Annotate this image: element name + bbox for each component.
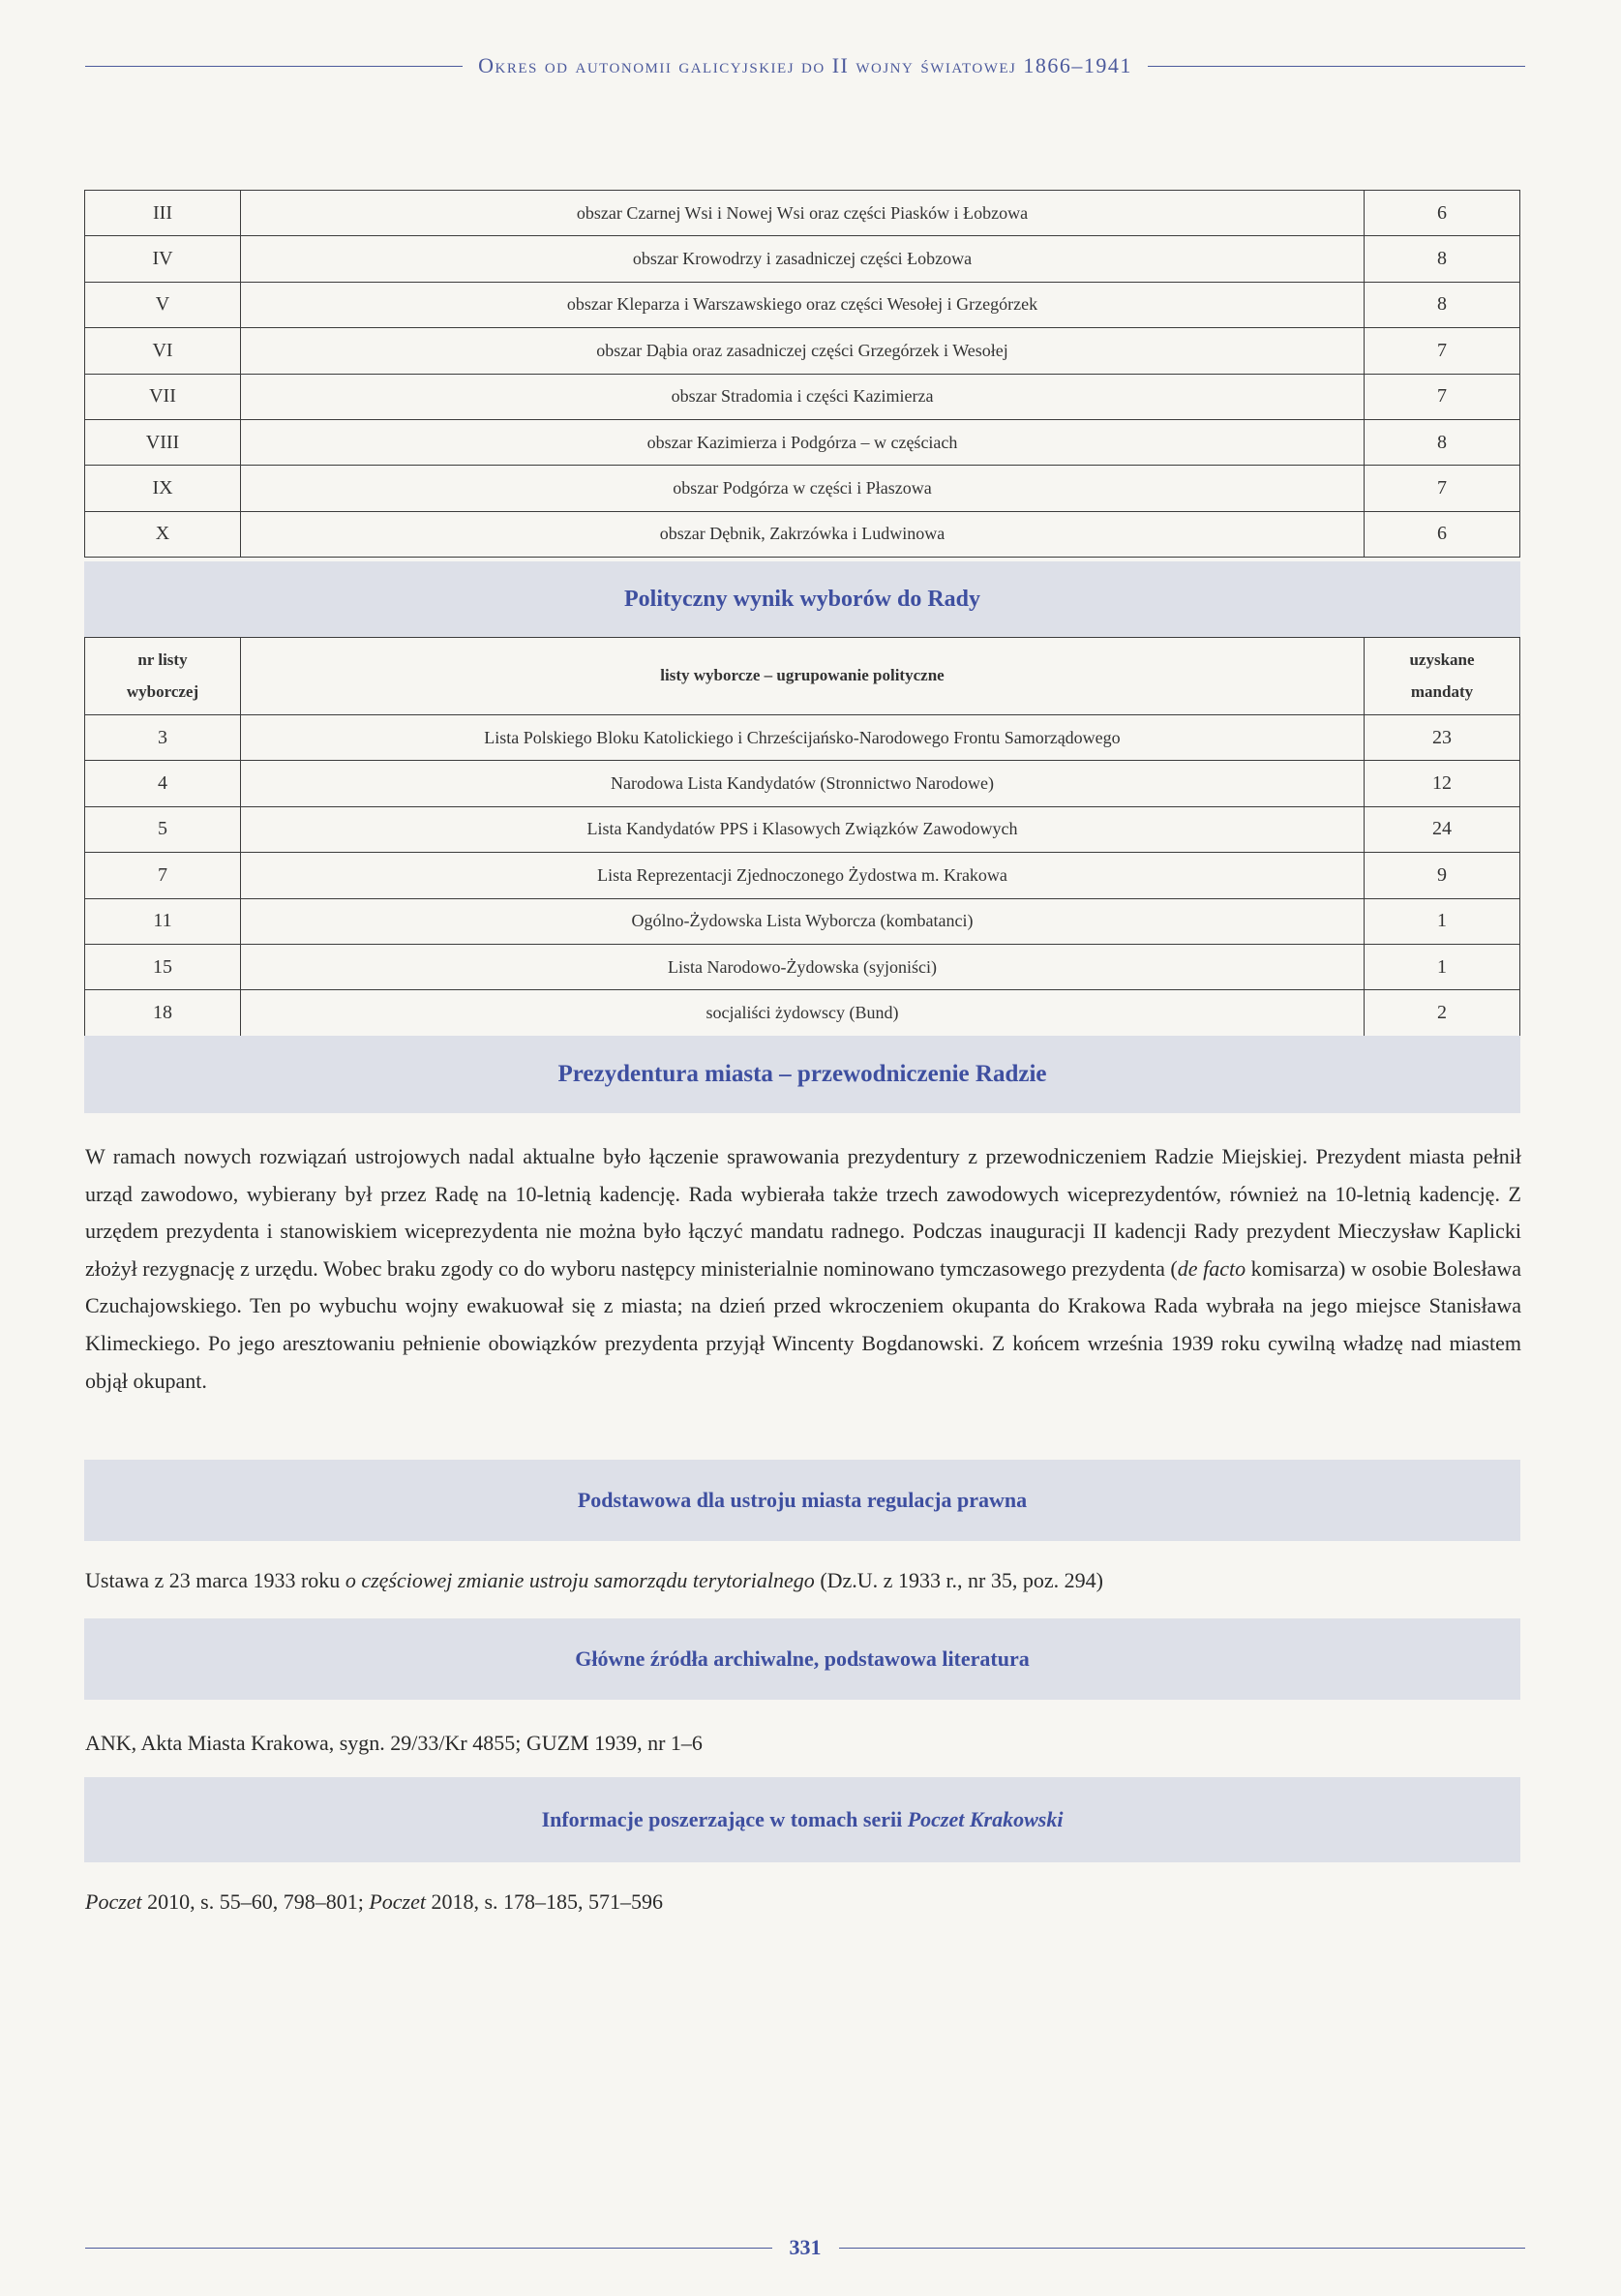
result-row [85, 715, 1520, 761]
sources-paragraph: ANK, Akta Miasta Krakowa, sygn. 29/33/Kr 4855; GUZM 1939, nr 1–6 [85, 1731, 703, 1755]
header-list-number-line1: nr listy [137, 650, 188, 670]
footer-rule-right [839, 2248, 1526, 2249]
header-mandates [1365, 638, 1520, 715]
district-number: IX [85, 466, 241, 511]
district-number: V [85, 282, 241, 327]
district-row [85, 328, 1520, 374]
result-list-number: 3 [85, 715, 241, 761]
district-area: obszar Dąbia oraz zasadniczej części Grzegórzek i Wesołej [241, 328, 1365, 374]
result-group: socjaliści żydowscy (Bund) [241, 990, 1365, 1036]
district-number: IV [85, 236, 241, 282]
result-list-number: 15 [85, 944, 241, 989]
district-row [85, 236, 1520, 282]
info-section-title [84, 1777, 1520, 1862]
district-seats: 6 [1365, 191, 1520, 236]
header-list-number [85, 638, 241, 715]
result-group: Lista Kandydatów PPS i Klasowych Związków Zawodowych [241, 806, 1365, 852]
info-title-italic: Poczet Krakowski [907, 1807, 1064, 1831]
district-seats: 7 [1365, 466, 1520, 511]
info-ref2-text: 2018, s. 178–185, 571–596 [426, 1889, 664, 1914]
result-group: Narodowa Lista Kandydatów (Stronnictwo Narodowe) [241, 761, 1365, 806]
result-mandates: 2 [1365, 990, 1520, 1036]
districts-table [84, 190, 1520, 558]
result-row [85, 806, 1520, 852]
results-section-title: Polityczny wynik wyborów do Rady [84, 561, 1520, 637]
result-row [85, 761, 1520, 806]
result-mandates: 9 [1365, 853, 1520, 898]
district-number: III [85, 191, 241, 236]
header-group: listy wyborcze – ugrupowanie polityczne [241, 638, 1365, 715]
running-header [85, 48, 1525, 83]
result-mandates: 1 [1365, 898, 1520, 944]
district-number: X [85, 511, 241, 557]
district-seats: 8 [1365, 282, 1520, 327]
result-group: Lista Polskiego Bloku Katolickiego i Chrześcijańsko-Narodowego Frontu Samorządowego [241, 715, 1365, 761]
district-row [85, 282, 1520, 327]
header-mandates-line1: uzyskane [1409, 650, 1475, 670]
district-seats: 7 [1365, 328, 1520, 374]
page-footer [85, 2228, 1525, 2267]
presidency-section-title: Prezydentura miasta – przewodniczenie Radzie [84, 1036, 1520, 1113]
result-list-number: 4 [85, 761, 241, 806]
footer-rule-left [85, 2248, 772, 2249]
result-row [85, 990, 1520, 1036]
header-list-number-line2: wyborczej [126, 681, 199, 701]
district-area: obszar Podgórza w części i Płaszowa [241, 466, 1365, 511]
district-seats: 8 [1365, 236, 1520, 282]
district-seats: 8 [1365, 419, 1520, 465]
district-area: obszar Dębnik, Zakrzówka i Ludwinowa [241, 511, 1365, 557]
info-ref1-italic: Poczet [85, 1889, 142, 1914]
result-mandates: 23 [1365, 715, 1520, 761]
result-mandates: 24 [1365, 806, 1520, 852]
info-title-plain: Informacje poszerzające w tomach serii [541, 1807, 903, 1831]
district-row [85, 374, 1520, 419]
result-mandates: 1 [1365, 944, 1520, 989]
info-ref2-italic: Poczet [369, 1889, 426, 1914]
legal-text-part2: (Dz.U. z 1933 r., nr 35, poz. 294) [814, 1568, 1103, 1592]
presidency-text-italic: de facto [1177, 1255, 1246, 1281]
result-list-number: 11 [85, 898, 241, 944]
presidency-paragraph [85, 1138, 1521, 1400]
page-number: 331 [789, 2235, 822, 2259]
district-row [85, 419, 1520, 465]
result-row [85, 853, 1520, 898]
legal-text-italic: o częściowej zmianie ustroju samorządu terytorialnego [345, 1568, 815, 1592]
result-list-number: 7 [85, 853, 241, 898]
district-number: VI [85, 328, 241, 374]
district-area: obszar Czarnej Wsi i Nowej Wsi oraz części Piasków i Łobzowa [241, 191, 1365, 236]
district-row [85, 511, 1520, 557]
district-area: obszar Kazimierza i Podgórza – w częściach [241, 419, 1365, 465]
district-row [85, 191, 1520, 236]
district-seats: 6 [1365, 511, 1520, 557]
result-list-number: 5 [85, 806, 241, 852]
info-ref1-text: 2010, s. 55–60, 798–801; [141, 1889, 370, 1914]
district-number: VIII [85, 419, 241, 465]
district-area: obszar Stradomia i części Kazimierza [241, 374, 1365, 419]
legal-section-title: Podstawowa dla ustroju miasta regulacja prawna [84, 1460, 1520, 1541]
header-rule-right [1148, 66, 1525, 67]
district-row [85, 466, 1520, 511]
legal-paragraph [85, 1562, 1521, 1600]
results-header-row [85, 638, 1520, 715]
presidency-text-part1: W ramach nowych rozwiązań ustrojowych nadal aktualne było łączenie sprawowania prezydentury z przewodniczeniem Radzie Miejskiej. Prezydent miasta pełnił urząd zawodowo, wybierany był przez Radę na 10-letnią kadencję. Rada wybierała także trzech zawodowych wiceprezydentów, również na 10-letnią kadencję. Z urzędem prezydenta i stanowiskiem wiceprezydenta nie można było łączyć mandatu radnego. Podczas inauguracji II kadencji Rady prezydent Mieczysław Kaplicki złożył rezygnację z urzędu. Wobec braku zgody co do wyboru następcy ministerialnie nominowano tymczasowego prezydenta ( [85, 1144, 1521, 1281]
result-group: Lista Reprezentacji Zjednoczonego Żydostwa m. Krakowa [241, 853, 1365, 898]
presidency-text-part2: komisarza) w osobie Bolesława Czuchajowskiego. Ten po wybuchu wojny ewakuował się z miasta; na dzień przed wkroczeniem okupanta do Krakowa Rada wybrała na jego miejsce Stanisława Klimeckiego. Po jego aresztowaniu pełnienie obowiązków prezydenta przyjął Wincenty Bogdanowski. Z końcem września 1939 roku cywilną władzę nad miastem objął okupant. [85, 1255, 1521, 1393]
district-number: VII [85, 374, 241, 419]
district-area: obszar Kleparza i Warszawskiego oraz części Wesołej i Grzegórzek [241, 282, 1365, 327]
district-seats: 7 [1365, 374, 1520, 419]
result-mandates: 12 [1365, 761, 1520, 806]
info-paragraph [85, 1884, 1521, 1921]
header-rule-left [85, 66, 463, 67]
result-list-number: 18 [85, 990, 241, 1036]
election-results-table [84, 637, 1520, 1037]
running-header-title: Okres od autonomii galicyjskiej do II wojny światowej 1866–1941 [478, 53, 1132, 77]
result-group: Ogólno-Żydowska Lista Wyborcza (kombatanci) [241, 898, 1365, 944]
district-area: obszar Krowodrzy i zasadniczej części Łobzowa [241, 236, 1365, 282]
result-row [85, 944, 1520, 989]
result-row [85, 898, 1520, 944]
sources-section-title: Główne źródła archiwalne, podstawowa literatura [84, 1618, 1520, 1700]
legal-text-part1: Ustawa z 23 marca 1933 roku [85, 1568, 345, 1592]
header-mandates-line2: mandaty [1410, 681, 1474, 701]
result-group: Lista Narodowo-Żydowska (syjoniści) [241, 944, 1365, 989]
